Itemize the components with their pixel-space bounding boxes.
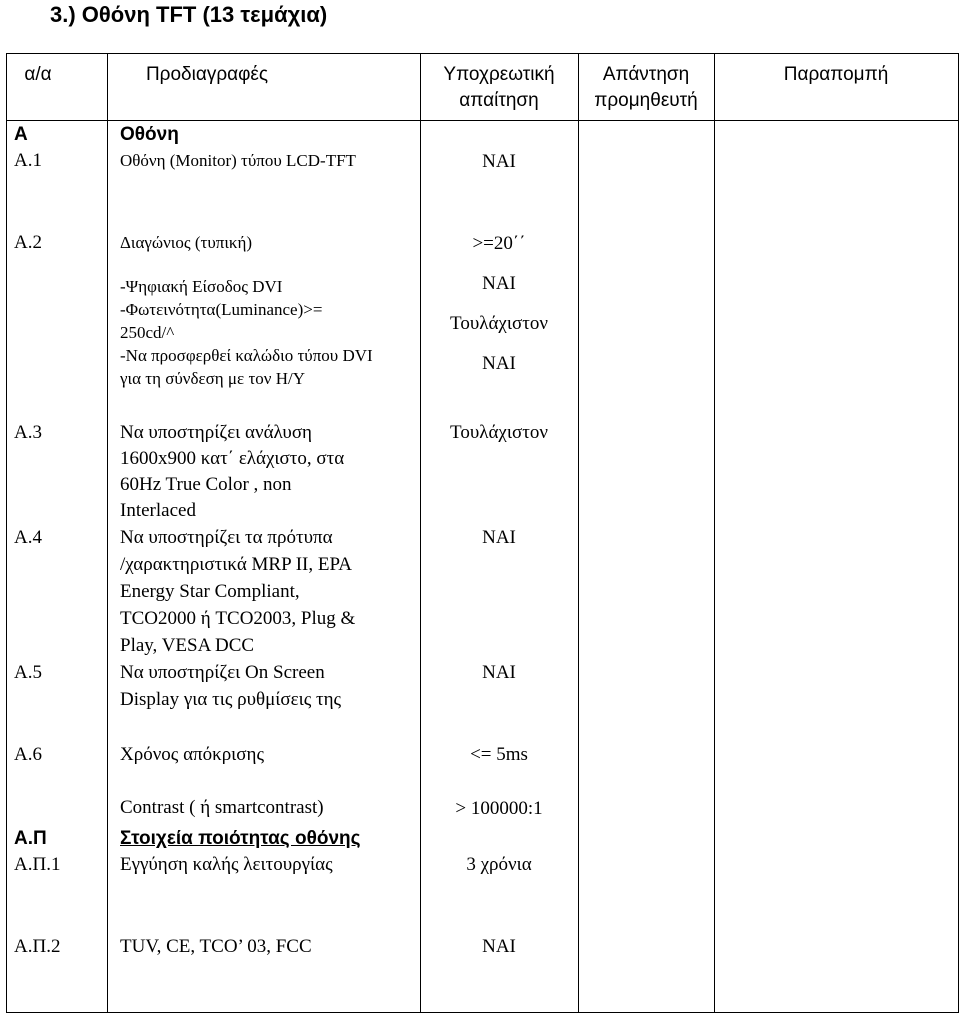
row-a2-spec-dvi-cable: -Να προσφερθεί καλώδιο τύπου DVI <box>120 346 373 365</box>
row-ap1-spec: Εγγύηση καλής λειτουργίας <box>120 854 333 875</box>
header-reference: Παραπομπή <box>783 64 889 85</box>
row-a3-id: Α.3 <box>14 422 42 443</box>
row-a-spec: Οθόνη <box>120 124 179 145</box>
row-a2-spec-luminance-value: 250cd/^ <box>120 323 175 342</box>
column-divider-3 <box>578 53 579 1013</box>
row-a6-id: Α.6 <box>14 744 42 765</box>
row-a6-req-contrast: > 100000:1 <box>455 798 543 819</box>
row-a6-requirement: <= 5ms <box>470 744 528 765</box>
row-a2-id: Α.2 <box>14 232 42 253</box>
row-a3-spec-line3: 60Hz True Color , non <box>120 474 292 495</box>
row-ap-id: Α.Π <box>14 828 47 849</box>
header-mandatory-line2: απαίτηση <box>459 90 539 111</box>
row-a3-spec-line1: Να υποστηρίζει ανάλυση <box>120 422 312 443</box>
row-ap2-id: Α.Π.2 <box>14 936 61 957</box>
row-a5-id: Α.5 <box>14 662 42 683</box>
row-a2-spec-dvi-cable-2: για τη σύνδεση με τον Η/Υ <box>120 369 305 388</box>
row-ap2-spec: TUV, CE, TCO’ 03, FCC <box>120 936 312 957</box>
header-supplier-answer <box>578 62 714 114</box>
row-a4-spec-line2: /χαρακτηριστικά MRP II, EPA <box>120 554 353 575</box>
row-ap-spec: Στοιχεία ποιότητας οθόνης <box>120 828 361 849</box>
row-a3-requirement: Τουλάχιστον <box>450 422 548 443</box>
table-border-top <box>6 53 959 54</box>
row-ap1-requirement: 3 χρόνια <box>466 854 532 875</box>
table-border-bottom <box>6 1012 959 1013</box>
header-specifications: Προδιαγραφές <box>145 64 269 85</box>
row-a5-requirement: ΝΑΙ <box>482 662 516 683</box>
row-a4-spec-line4: TCO2000 ή TCO2003, Plug & <box>120 608 356 629</box>
row-a2-requirement: >=20΄΄ <box>472 233 526 254</box>
header-answer-line1: Απάντηση <box>602 64 690 85</box>
table-border-right <box>958 53 959 1013</box>
row-a4-id: Α.4 <box>14 527 42 548</box>
row-a1-id: Α.1 <box>14 150 42 171</box>
header-aa: α/α <box>24 64 52 85</box>
table-border-left <box>6 53 7 1013</box>
row-a2-req-dvi: ΝΑΙ <box>482 273 516 294</box>
header-mandatory-requirement <box>420 62 578 114</box>
row-a4-requirement: ΝΑΙ <box>482 527 516 548</box>
row-a4-spec-line5: Play, VESA DCC <box>120 635 255 656</box>
column-divider-4 <box>714 53 715 1013</box>
row-a-id: Α <box>14 124 28 145</box>
row-a2-spec: Διαγώνιος (τυπική) <box>120 233 253 252</box>
row-a2-req-cable: ΝΑΙ <box>482 353 516 374</box>
document-title: 3.) Οθόνη TFT (13 τεμάχια) <box>50 2 328 27</box>
row-a6-spec: Χρόνος απόκρισης <box>120 744 264 765</box>
row-a1-spec: Οθόνη (Monitor) τύπου LCD-TFT <box>120 151 356 170</box>
row-a6-spec-contrast: Contrast ( ή smartcontrast) <box>120 797 324 818</box>
row-ap2-requirement: ΝΑΙ <box>482 936 516 957</box>
row-a4-spec-line3: Energy Star Compliant, <box>120 581 300 602</box>
row-a2-spec-dvi: -Ψηφιακή Είσοδος DVI <box>120 277 283 296</box>
row-a5-spec-line2: Display για τις ρυθμίσεις της <box>120 689 342 710</box>
row-a3-spec-line2: 1600x900 κατ΄ ελάχιστο, στα <box>120 448 345 469</box>
row-ap1-id: Α.Π.1 <box>14 854 61 875</box>
header-row-divider <box>6 120 959 121</box>
row-a5-spec-line1: Να υποστηρίζει On Screen <box>120 662 325 683</box>
row-a2-req-luminance: Τουλάχιστον <box>450 313 548 334</box>
row-a1-requirement: ΝΑΙ <box>482 151 516 172</box>
row-a3-spec-line4: Interlaced <box>120 500 196 521</box>
column-divider-1 <box>107 53 108 1013</box>
header-answer-line2: προμηθευτή <box>594 90 698 111</box>
row-a4-spec-line1: Να υποστηρίζει τα πρότυπα <box>120 527 333 548</box>
row-a2-spec-luminance: -Φωτεινότητα(Luminance)>= <box>120 300 323 319</box>
header-mandatory-line1: Υποχρεωτική <box>443 64 555 85</box>
